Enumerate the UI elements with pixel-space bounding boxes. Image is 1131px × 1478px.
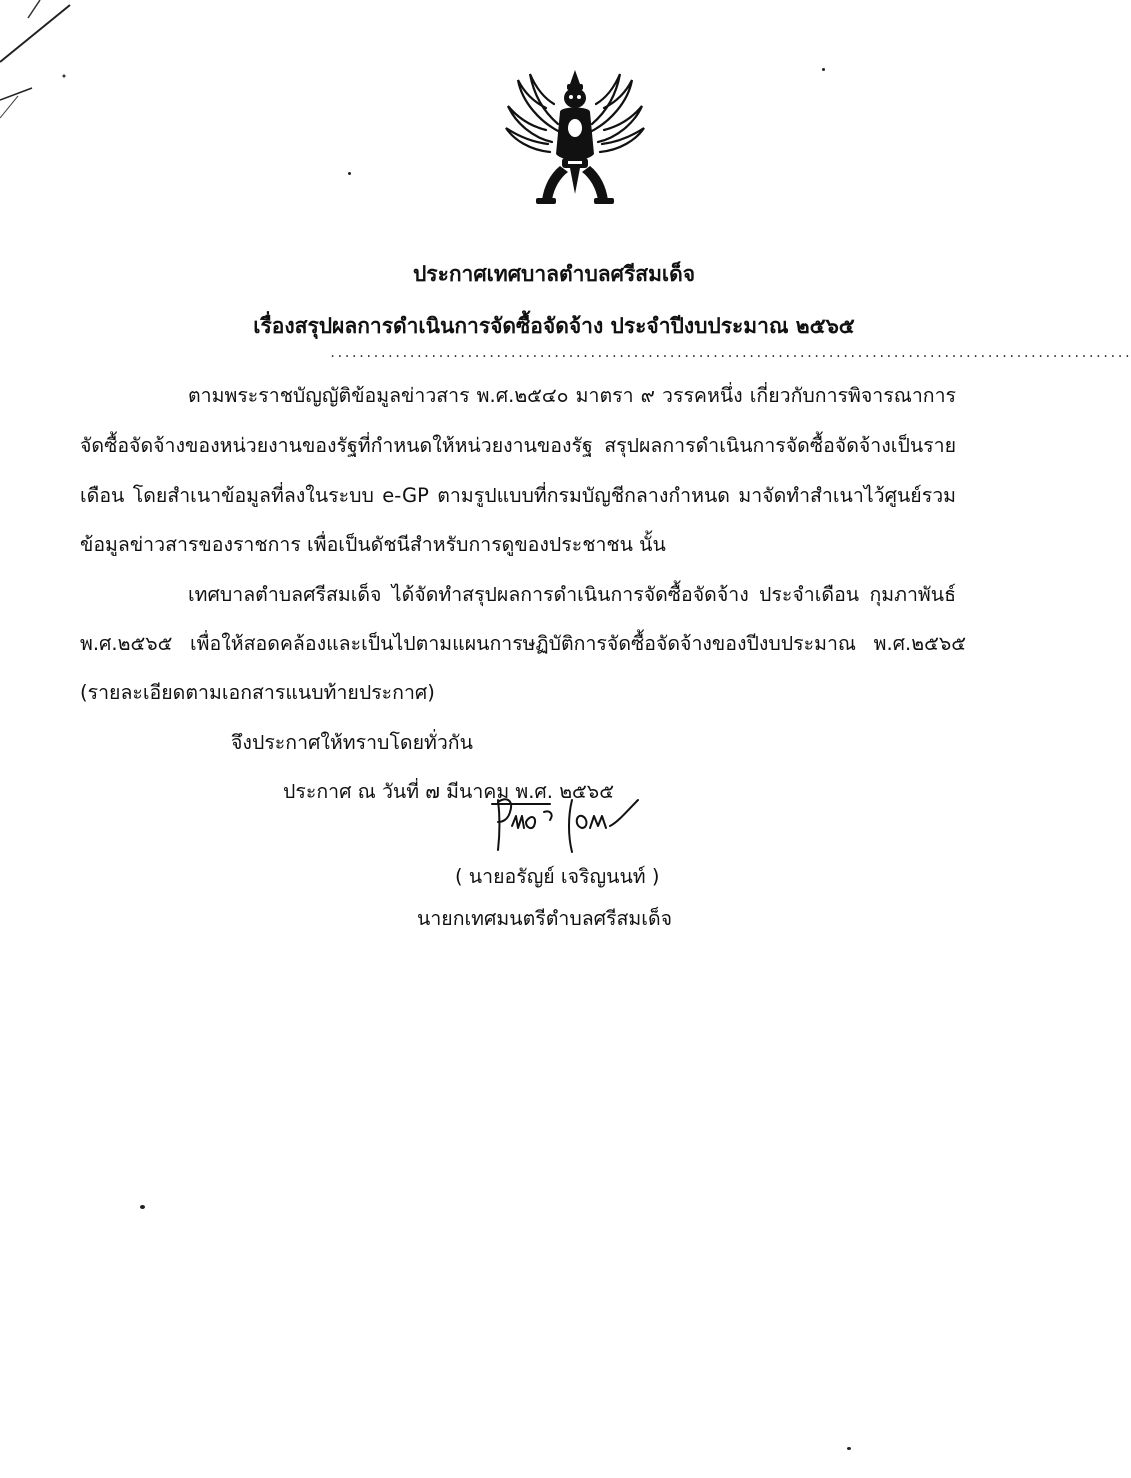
signatory-position: นายกเทศมนตรีตำบลศรีสมเด็จ bbox=[417, 907, 673, 930]
signatory-name: ( นายอรัญย์ เจริญนนท์ ) bbox=[455, 865, 660, 888]
paragraph-1-line-1: ตามพระราชบัญญัติข้อมูลข่าวสาร พ.ศ.๒๕๔๐ มาตรา ๙ วรรคหนึ่ง เกี่ยวกับการพิจารณาการ bbox=[188, 384, 956, 407]
announcement-date: ประกาศ ณ วันที่ ๗ มีนาคม พ.ศ. ๒๕๖๕ bbox=[283, 780, 614, 803]
paragraph-2-line-3: (รายละเอียดตามเอกสารแนบท้ายประกาศ) bbox=[80, 681, 435, 704]
scan-speck bbox=[348, 172, 351, 175]
garuda-emblem bbox=[500, 62, 650, 212]
scan-edge-mark bbox=[0, 0, 120, 140]
announcement-subject: เรื่องสรุปผลการดำเนินการจัดซื้อจัดจ้าง ประจำปีงบประมาณ ๒๕๖๕ bbox=[253, 314, 855, 338]
divider-dotted-line: ............................................................................................................... bbox=[329, 346, 1131, 360]
paragraph-1-line-2: จัดซื้อจัดจ้างของหน่วยงานของรัฐที่กำหนดให้หน่วยงานของรัฐ สรุปผลการดำเนินการจัดซื้อจัดจ้างเป็นราย bbox=[80, 434, 956, 457]
scan-speck bbox=[847, 1447, 851, 1450]
scan-speck bbox=[822, 68, 825, 71]
handwritten-signature bbox=[488, 792, 668, 862]
paragraph-1-line-4: ข้อมูลข่าวสารของราชการ เพื่อเป็นดัชนีสำหรับการดูของประชาชน นั้น bbox=[80, 533, 666, 556]
scan-speck bbox=[140, 1205, 145, 1209]
paragraph-1-line-3: เดือน โดยสำเนาข้อมูลที่ลงในระบบ e-GP ตามรูปแบบที่กรมบัญชีกลางกำหนด มาจัดทำสำเนาไว้ศูนย์รวม bbox=[80, 484, 956, 507]
paragraph-2-line-1: เทศบาลตำบลศรีสมเด็จ ได้จัดทำสรุปผลการดำเนินการจัดซื้อจัดจ้าง ประจำเดือน กุมภาพันธ์ bbox=[188, 583, 956, 606]
paragraph-2-line-2: พ.ศ.๒๕๖๕ เพื่อให้สอดคล้องและเป็นไปตามแผนการษฏิบัติการจัดซื้อจัดจ้างของปีงบประมาณ พ.ศ.๒๕๖๕ bbox=[80, 632, 966, 655]
announcement-title: ประกาศเทศบาลตำบลศรีสมเด็จ bbox=[412, 262, 696, 286]
closing-statement: จึงประกาศให้ทราบโดยทั่วกัน bbox=[231, 731, 473, 754]
